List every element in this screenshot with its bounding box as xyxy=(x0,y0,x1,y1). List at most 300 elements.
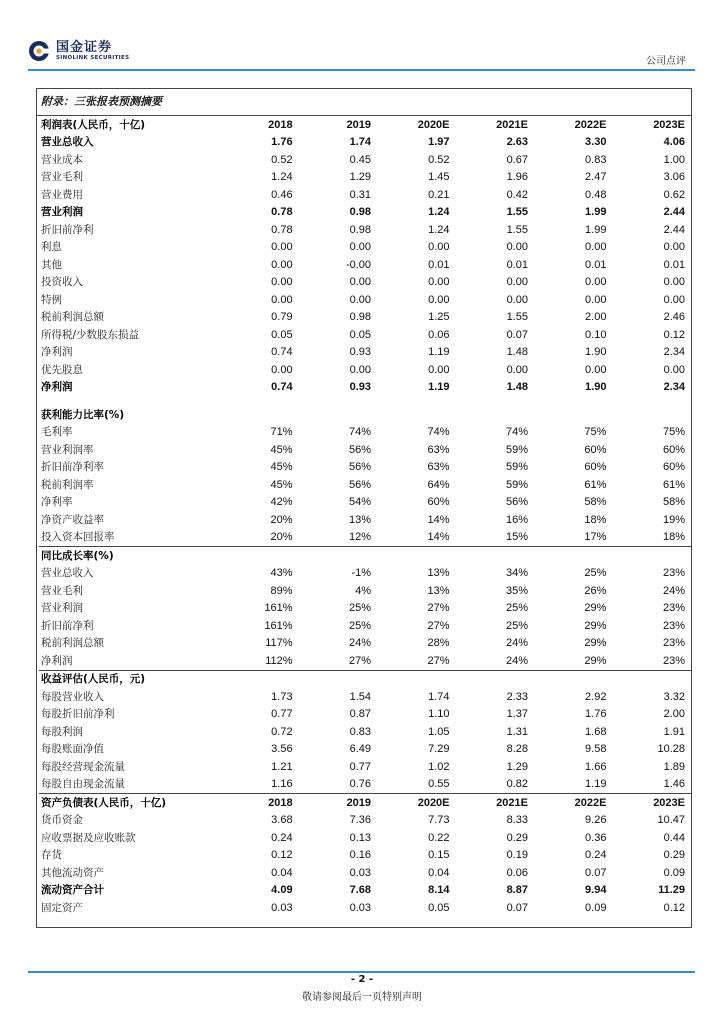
table-cell: 1.29 xyxy=(506,760,528,773)
table-cell: 7.36 xyxy=(349,814,372,827)
logo-english-name: SINOLINK SECURITIES xyxy=(56,55,130,61)
table-cell: 1.31 xyxy=(506,725,528,738)
table-cell: 43% xyxy=(270,567,293,580)
row-label: 资产负债表(人民币，十亿) xyxy=(39,794,220,812)
table-cell: 29% xyxy=(584,619,607,632)
table-row xyxy=(39,424,691,442)
table-cell: 1.74 xyxy=(428,690,450,703)
table-cell: 2.00 xyxy=(585,311,607,324)
table-row xyxy=(39,864,691,882)
table-cell xyxy=(299,670,377,688)
table-cell: 61% xyxy=(584,478,607,491)
table-cell: 9.94 xyxy=(585,884,607,897)
table-cell: 0.77 xyxy=(271,708,293,721)
table-cell: 0.19 xyxy=(506,849,528,862)
table-row xyxy=(39,670,691,688)
table-cell: 28% xyxy=(427,637,450,650)
table-cell: 1.05 xyxy=(428,725,450,738)
table-cell: 1.21 xyxy=(271,760,293,773)
table-cell: 56% xyxy=(505,496,528,509)
table-cell: 18% xyxy=(584,513,607,526)
table-cell: 0.74 xyxy=(271,381,293,394)
table-cell: 89% xyxy=(270,584,293,597)
table-cell: 0.29 xyxy=(506,831,528,844)
table-cell: 0.10 xyxy=(585,328,607,341)
table-cell: 24% xyxy=(505,654,528,667)
table-cell: 0.76 xyxy=(349,778,372,791)
table-cell: 2.46 xyxy=(663,311,685,324)
table-cell xyxy=(220,406,298,424)
table-cell: 15% xyxy=(505,531,528,544)
table-cell: 2.34 xyxy=(663,346,685,359)
row-label: 营业总收入 xyxy=(41,136,94,149)
table-cell: 2018 xyxy=(268,118,293,131)
table-cell: 2023E xyxy=(612,794,691,812)
table-cell: 63% xyxy=(427,443,450,456)
table-cell: 25% xyxy=(349,602,372,615)
table-cell xyxy=(456,670,534,688)
table-cell: 1.29 xyxy=(349,171,372,184)
table-cell: 161% xyxy=(264,602,293,615)
table-cell: 58% xyxy=(662,496,685,509)
table-cell: 0.07 xyxy=(506,901,528,914)
table-cell: 161% xyxy=(264,619,293,632)
table-cell xyxy=(299,396,377,406)
table-cell: 3.30 xyxy=(585,136,607,149)
table-cell: 54% xyxy=(349,496,372,509)
table-cell: 2021E xyxy=(496,118,528,131)
table-row xyxy=(39,829,691,847)
table-cell: 29% xyxy=(584,602,607,615)
table-cell: 0.12 xyxy=(271,849,293,862)
table-row xyxy=(39,882,691,900)
row-label: 特例 xyxy=(41,293,62,306)
table-cell: 74% xyxy=(427,426,450,439)
table-cell: 1.19 xyxy=(428,346,450,359)
table-cell: 0.77 xyxy=(349,760,372,773)
table-cell xyxy=(612,547,691,565)
row-label: 折旧前净利率 xyxy=(41,461,104,474)
table-cell xyxy=(534,670,612,688)
table-cell: 35% xyxy=(505,584,528,597)
table-cell: 14% xyxy=(427,531,450,544)
row-label: 投资收入 xyxy=(41,276,83,289)
row-label: 净利润 xyxy=(41,654,73,667)
row-label: 净利率 xyxy=(41,496,73,509)
table-cell: 3.06 xyxy=(663,171,685,184)
table-row xyxy=(39,441,691,459)
table-cell: 0.83 xyxy=(585,153,607,166)
table-cell: 0.00 xyxy=(585,293,607,306)
table-cell: 0.00 xyxy=(663,276,685,289)
row-label: 税前利润总额 xyxy=(41,637,104,650)
table-row xyxy=(39,511,691,529)
table-cell: 13% xyxy=(349,513,372,526)
table-cell: 1.00 xyxy=(663,153,685,166)
table-cell: 0.04 xyxy=(271,866,293,879)
table-cell: 8.14 xyxy=(428,884,450,897)
table-cell: 2.63 xyxy=(506,136,528,149)
table-cell: 63% xyxy=(427,461,450,474)
table-cell: 23% xyxy=(662,619,685,632)
table-cell: 1.76 xyxy=(271,136,293,149)
table-cell: 0.06 xyxy=(506,866,528,879)
table-cell: 1.90 xyxy=(585,381,607,394)
table-row xyxy=(39,794,691,812)
row-label: 其他 xyxy=(41,258,62,271)
table-cell: 3.56 xyxy=(271,743,293,756)
table-cell: 3.32 xyxy=(663,690,685,703)
table-cell: 45% xyxy=(270,443,293,456)
table-cell: 0.00 xyxy=(428,363,450,376)
table-cell: 0.48 xyxy=(585,188,607,201)
table-cell: 0.98 xyxy=(349,206,372,219)
table-cell: 13% xyxy=(427,584,450,597)
table-cell: 2021E xyxy=(456,794,534,812)
table-cell: 1.37 xyxy=(506,708,528,721)
table-cell: 0.98 xyxy=(349,223,372,236)
table-cell xyxy=(456,396,534,406)
table-cell: 0.00 xyxy=(428,276,450,289)
table-cell: 0.42 xyxy=(506,188,528,201)
table-cell: 0.78 xyxy=(271,206,293,219)
table-cell: 19% xyxy=(662,513,685,526)
table-cell xyxy=(220,547,298,565)
table-cell: 1.55 xyxy=(506,311,528,324)
table-cell: 0.00 xyxy=(663,363,685,376)
table-cell: 0.15 xyxy=(428,849,450,862)
table-row xyxy=(39,291,691,309)
table-cell: 20% xyxy=(270,531,293,544)
table-cell: 2018 xyxy=(220,794,298,812)
table-cell: 0.74 xyxy=(271,346,293,359)
table-cell: 1.91 xyxy=(663,725,685,738)
table-cell: 0.55 xyxy=(428,778,450,791)
table-cell: 1.46 xyxy=(663,778,685,791)
table-cell: 0.00 xyxy=(506,293,528,306)
table-cell: 4.09 xyxy=(271,884,293,897)
row-label: 净利润 xyxy=(41,381,73,394)
table-cell: 1.73 xyxy=(271,690,293,703)
table-cell: 6.49 xyxy=(349,743,372,756)
table-row xyxy=(39,186,691,204)
table-row xyxy=(39,723,691,741)
table-cell: 0.01 xyxy=(506,258,528,271)
logo-chinese-name: 国金证券 xyxy=(56,40,113,55)
table-cell: 23% xyxy=(662,602,685,615)
table-cell: 1.74 xyxy=(349,136,372,149)
table-cell: 2.92 xyxy=(585,690,607,703)
table-cell: 7.68 xyxy=(349,884,372,897)
footer-divider xyxy=(28,971,695,973)
table-cell xyxy=(377,396,455,406)
row-label: 营业毛利 xyxy=(41,171,83,184)
row-label: 固定资产 xyxy=(41,901,83,914)
table-cell: 0.04 xyxy=(428,866,450,879)
table-cell: 0.31 xyxy=(349,188,372,201)
table-cell: 10.47 xyxy=(657,814,685,827)
table-row xyxy=(39,635,691,653)
table-cell: 0.22 xyxy=(428,831,450,844)
table-cell: 25% xyxy=(505,619,528,632)
row-label: 净资产收益率 xyxy=(41,513,104,526)
company-logo xyxy=(28,40,129,62)
table-cell: 2.34 xyxy=(663,381,685,394)
table-cell: 0.72 xyxy=(271,725,293,738)
table-cell: 1.90 xyxy=(585,346,607,359)
page-number: - 2 - xyxy=(350,974,374,985)
row-label: 应收票据及应收账款 xyxy=(41,831,136,844)
table-cell: 0.00 xyxy=(585,241,607,254)
table-cell: 0.06 xyxy=(428,328,450,341)
table-cell: 1.54 xyxy=(349,690,372,703)
row-label: 营业成本 xyxy=(41,153,83,166)
table-cell: 25% xyxy=(584,567,607,580)
table-cell: 58% xyxy=(584,496,607,509)
table-cell: 56% xyxy=(349,478,372,491)
table-cell: 0.87 xyxy=(349,708,372,721)
table-cell: 0.67 xyxy=(506,153,528,166)
table-row xyxy=(39,204,691,222)
table-cell: 0.36 xyxy=(585,831,607,844)
row-label: 营业毛利 xyxy=(41,584,83,597)
table-cell: 24% xyxy=(505,637,528,650)
report-type-label: 公司点评 xyxy=(646,56,686,67)
table-cell xyxy=(612,406,691,424)
table-cell: 0.00 xyxy=(663,241,685,254)
table-cell xyxy=(299,406,377,424)
table-row xyxy=(39,688,691,706)
table-row xyxy=(39,169,691,187)
table-cell: 0.00 xyxy=(349,363,372,376)
table-cell: 1.55 xyxy=(506,223,528,236)
table-cell: 1.99 xyxy=(585,223,607,236)
table-cell: 4.06 xyxy=(663,136,685,149)
table-cell: 27% xyxy=(427,619,450,632)
table-cell: 24% xyxy=(349,637,372,650)
table-cell: 14% xyxy=(427,513,450,526)
table-cell: 34% xyxy=(505,567,528,580)
table-cell: 3.68 xyxy=(271,814,293,827)
table-cell: 0.00 xyxy=(506,363,528,376)
table-cell: 27% xyxy=(427,602,450,615)
table-cell: 1.16 xyxy=(271,778,293,791)
table-cell: 2019 xyxy=(299,794,377,812)
table-cell xyxy=(299,547,377,565)
table-cell: 23% xyxy=(662,654,685,667)
table-cell: 1.99 xyxy=(585,206,607,219)
table-row xyxy=(39,600,691,618)
row-label: 获利能力比率(%) xyxy=(41,408,125,421)
table-cell: 75% xyxy=(662,426,685,439)
table-cell: 0.00 xyxy=(271,363,293,376)
table-cell: 0.09 xyxy=(663,866,685,879)
table-row xyxy=(39,652,691,670)
table-cell: 0.45 xyxy=(349,153,372,166)
table-cell: 1.19 xyxy=(585,778,607,791)
table-cell: 16% xyxy=(505,513,528,526)
row-label: 货币资金 xyxy=(41,814,83,827)
table-cell: 20% xyxy=(270,513,293,526)
table-cell: 1.24 xyxy=(428,223,450,236)
table-cell: 2.00 xyxy=(663,708,685,721)
financial-summary-table xyxy=(39,116,691,917)
table-cell: 2.44 xyxy=(663,206,685,219)
row-label: 利润表(人民币，十亿) xyxy=(41,118,146,131)
table-cell: 8.87 xyxy=(506,884,528,897)
table-cell: 0.83 xyxy=(349,725,372,738)
table-cell: 0.00 xyxy=(349,293,372,306)
table-cell: -1% xyxy=(351,567,372,580)
table-cell: 2020E xyxy=(417,118,450,131)
table-row xyxy=(39,309,691,327)
table-row xyxy=(39,494,691,512)
table-cell: 112% xyxy=(265,654,293,667)
table-cell: 0.82 xyxy=(506,778,528,791)
financial-summary-table-frame xyxy=(36,88,692,928)
table-row xyxy=(39,406,691,424)
row-label: 净利润 xyxy=(41,346,73,359)
table-row xyxy=(39,617,691,635)
table-cell: 24% xyxy=(662,584,685,597)
table-cell: 29% xyxy=(584,637,607,650)
table-row xyxy=(39,326,691,344)
table-cell: 56% xyxy=(349,443,372,456)
table-cell: 0.21 xyxy=(428,188,450,201)
table-cell: 0.00 xyxy=(428,293,450,306)
row-label: 每股利润 xyxy=(41,725,83,738)
table-cell: 0.44 xyxy=(663,831,685,844)
table-cell: 1.97 xyxy=(428,136,450,149)
table-cell: 0.07 xyxy=(585,866,607,879)
table-row xyxy=(39,899,691,917)
table-cell: 0.00 xyxy=(271,293,293,306)
table-cell xyxy=(220,670,298,688)
table-cell: 0.46 xyxy=(271,188,293,201)
row-label: 存货 xyxy=(41,849,62,862)
table-cell xyxy=(534,406,612,424)
table-cell: 23% xyxy=(662,637,685,650)
table-cell: 60% xyxy=(662,443,685,456)
table-cell: 1.55 xyxy=(506,206,528,219)
table-cell: 2022E xyxy=(534,794,612,812)
table-cell: 1.24 xyxy=(271,171,293,184)
table-row xyxy=(39,116,691,134)
table-cell: 18% xyxy=(662,531,685,544)
table-cell: 10.28 xyxy=(657,743,685,756)
table-cell: 0.98 xyxy=(349,311,372,324)
table-row xyxy=(39,565,691,583)
table-row xyxy=(39,459,691,477)
table-cell: 2.33 xyxy=(506,690,528,703)
table-cell xyxy=(220,396,298,406)
table-cell: 0.52 xyxy=(428,153,450,166)
table-cell: 1.24 xyxy=(428,206,450,219)
table-cell: 60% xyxy=(662,461,685,474)
table-cell: 60% xyxy=(584,443,607,456)
table-cell: 1.48 xyxy=(506,381,528,394)
table-cell: 8.28 xyxy=(506,743,528,756)
table-cell: 2023E xyxy=(653,118,685,131)
table-cell: 0.00 xyxy=(349,276,372,289)
table-cell: 25% xyxy=(505,602,528,615)
row-label: 同比成长率(%) xyxy=(39,547,220,565)
row-label: 投入资本回报率 xyxy=(41,531,115,544)
row-label: 每股自由现金流量 xyxy=(41,778,125,791)
table-cell: 59% xyxy=(505,443,528,456)
table-row xyxy=(39,547,691,565)
row-label: 每股折旧前净利 xyxy=(41,708,115,721)
table-cell: 25% xyxy=(349,619,372,632)
table-row xyxy=(39,379,691,397)
table-cell: 0.00 xyxy=(349,241,372,254)
table-row xyxy=(39,396,691,406)
table-cell xyxy=(456,406,534,424)
table-cell: 45% xyxy=(270,478,293,491)
row-label: 每股经营现金流量 xyxy=(41,760,125,773)
table-cell: 0.05 xyxy=(428,901,450,914)
table-cell: 0.07 xyxy=(506,328,528,341)
table-row xyxy=(39,741,691,759)
table-cell: 0.01 xyxy=(585,258,607,271)
table-cell: 0.24 xyxy=(585,849,607,862)
table-cell: 11.29 xyxy=(658,884,685,897)
row-label xyxy=(39,396,220,406)
table-cell: 2022E xyxy=(574,118,607,131)
row-label: 所得税/少数股东损益 xyxy=(41,328,140,341)
table-row xyxy=(39,221,691,239)
table-cell: 1.68 xyxy=(585,725,607,738)
table-cell xyxy=(612,670,691,688)
row-label: 每股营业收入 xyxy=(41,690,104,703)
table-cell: 0.01 xyxy=(663,258,685,271)
table-row xyxy=(39,582,691,600)
row-label: 利息 xyxy=(41,241,62,254)
table-cell: 1.45 xyxy=(428,171,450,184)
table-cell: 0.52 xyxy=(271,153,293,166)
table-cell: 0.13 xyxy=(349,831,372,844)
table-cell: 0.00 xyxy=(506,241,528,254)
table-cell: 0.79 xyxy=(271,311,293,324)
row-label: 营业费用 xyxy=(41,188,83,201)
disclaimer-note: 敬请参阅最后一页特别声明 xyxy=(302,992,422,1003)
table-cell: 1.89 xyxy=(663,760,685,773)
table-cell: 1.25 xyxy=(428,311,450,324)
table-row xyxy=(39,274,691,292)
table-cell: 13% xyxy=(427,567,450,580)
table-cell: 7.29 xyxy=(428,743,450,756)
table-cell: 2.44 xyxy=(663,223,685,236)
table-cell: 0.03 xyxy=(349,901,372,914)
table-cell: 23% xyxy=(662,567,685,580)
table-cell: 0.00 xyxy=(506,276,528,289)
table-cell: 9.58 xyxy=(585,743,607,756)
page-header xyxy=(0,0,724,72)
row-label: 营业利润 xyxy=(41,206,83,219)
table-cell: 61% xyxy=(662,478,685,491)
table-cell xyxy=(377,406,455,424)
row-label: 税前利润率 xyxy=(41,478,94,491)
table-row xyxy=(39,134,691,152)
row-label: 折旧前净利 xyxy=(41,619,94,632)
logo-mark-icon xyxy=(28,40,50,62)
header-divider xyxy=(28,69,695,71)
table-cell: 8.33 xyxy=(506,814,528,827)
table-row xyxy=(39,847,691,865)
row-label: 毛利率 xyxy=(41,426,73,439)
table-cell: 0.29 xyxy=(663,849,685,862)
table-row xyxy=(39,706,691,724)
